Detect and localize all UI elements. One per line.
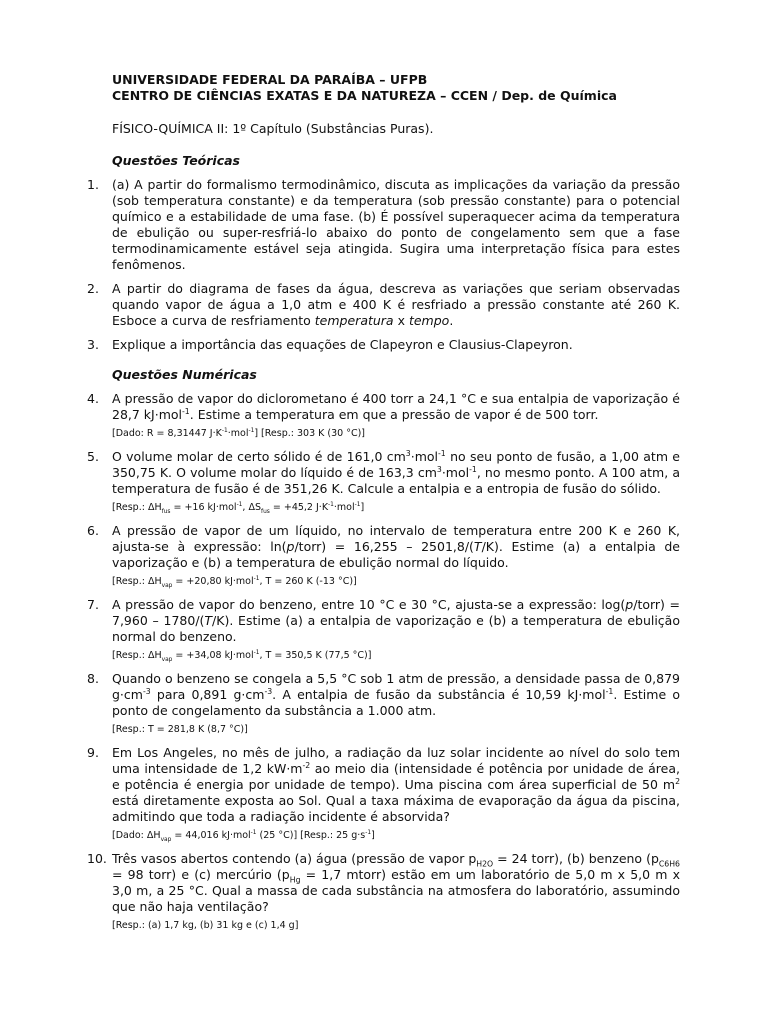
question-text: Em Los Angeles, no mês de julho, a radiação da luz solar incidente ao nível do solo tem uma intensidade de 1,2 $kW\cdot m^{-2}$ ao meio dia (intensidade é potência por unidade de área, e potência é energia por unidade de tempo). Uma piscina com área superficial de 50 $m^2$ está diretamente exposta ao Sol. Qual a taxa máxima de evaporação da água da piscina, admitindo que toda a radiação incidente é absorvida? <box>112 745 680 824</box>
question-text: O volume molar de certo sólido é de 161,0 $cm^3\cdot mol^{-1}$ no seu ponto de fusão, a 1,00 atm e 350,75 K. O volume molar do líquido é de 163,3 $cm^3\cdot mol^{-1}$, no mesmo ponto. A 100 atm, a temperatura de fusão é de 351,26 K. Calcule a entalpia e a entropia de fusão do sólido. <box>112 448 680 496</box>
question-item <box>87 177 680 273</box>
question-number: 3. <box>87 337 99 352</box>
answer-note: [Resp.: T = 281,8 K (8,7 °C)] <box>112 724 248 735</box>
question-number: 4. <box>87 391 99 406</box>
exam-sheet <box>87 72 680 941</box>
answer-note: [Dado: R = 8,31447 $J\cdot K^{-1}\cdot mol^{-1}$] [Resp.: 303 K (30 °C)] <box>112 427 366 439</box>
question-item <box>87 745 680 843</box>
question-text: A pressão de vapor do benzeno, entre 10 °C e 30 °C, ajusta-se a expressão: log(p/torr) = 7,960 – 1780/(T/K). Estime (a) a entalpia de vaporização e (b) a temperatura de ebulição normal do benzeno. <box>112 597 680 644</box>
question-item <box>87 337 680 353</box>
question-text: (a) A partir do formalismo termodinâmico, discuta as implicações da variação da pressão (sob temperatura constante) e da temperatura (sob pressão constante) para o potencial químico e a estabilidade de uma fase. (b) É possível superaquecer acima da temperatura de ebulição ou super-resfriá-lo abaixo do ponto de congelamento sem que a fase termodinamicamente estável seja atingida. Sugira uma interpretação física para estes fenômenos. <box>112 177 680 272</box>
department-title: CENTRO DE CIÊNCIAS EXATAS E DA NATUREZA – CCEN / Dep. de Química <box>112 88 617 103</box>
question-text: A pressão de vapor do diclorometano é 400 torr a 24,1 °C e sua entalpia de vaporização é 28,7 kJ·mol$^{-1}$. Estime a temperatura em que a pressão de vapor é de 500 torr. <box>112 391 680 422</box>
course-subject: FÍSICO-QUÍMICA II: 1º Capítulo (Substâncias Puras). <box>112 121 434 136</box>
question-item <box>87 597 680 663</box>
question-item <box>87 391 680 441</box>
question-item <box>87 851 680 933</box>
question-text: Três vasos abertos contendo (a) água (pressão de vapor $p_{H2O} = 24$ torr), (b) benzeno ($p_{C6H6} = 98$ torr) e (c) mercúrio ($p_{Hg} = 1,7$ mtorr) estão em um laboratório de 5,0 m x 5,0 m x 3,0 m, a 25 °C. Qual a massa de cada substância na atmosfera do laboratório, assumindo que não haja ventilação? <box>112 851 680 914</box>
question-text: Explique a importância das equações de Clapeyron e Clausius-Clapeyron. <box>112 337 573 352</box>
section-heading-numerical: Questões Numéricas <box>112 367 257 382</box>
question-text: Quando o benzeno se congela a 5,5 °C sob 1 atm de pressão, a densidade passa de 0,879 $g\cdot cm^{-3}$ para 0,891 $g\cdot cm^{-3}$. A entalpia de fusão da substância é 10,59 kJ·mol$^{-1}$. Estime o ponto de congelamento da substância a 1.000 atm. <box>112 671 680 718</box>
question-number: 9. <box>87 745 99 760</box>
question-item <box>87 523 680 589</box>
section-heading-theory: Questões Teóricas <box>112 153 240 168</box>
question-number: 8. <box>87 671 99 686</box>
question-text: A partir do diagrama de fases da água, descreva as variações que seriam observadas quando vapor de água a 1,0 atm e 400 K é resfriado a pressão constante até 260 K. Esboce a curva de resfriamento temperatura x tempo. <box>112 281 680 328</box>
question-number: 1. <box>87 177 99 192</box>
question-number: 6. <box>87 523 99 538</box>
question-text: A pressão de vapor de um líquido, no intervalo de temperatura entre 200 K e 260 K, ajusta-se à expressão: ln(p/torr) = 16,255 – 2501,8/(T/K). Estime (a) a entalpia de vaporização e (b) a temperatura de ebulição normal do líquido. <box>112 523 680 570</box>
answer-note: [Resp.: $\Delta H_{vap} = +34,08$ kJ·mol$^{-1}$, T = 350,5 K (77,5 °C)] <box>112 649 372 663</box>
answer-note: [Resp.: (a) 1,7 kg, (b) 31 kg e (c) 1,4 g] <box>112 920 299 931</box>
answer-note: [Resp.: $\Delta H_{fus} = +16$ kJ·mol$^{-1}$, $\Delta S_{fus} = +45,2$ $J\cdot K^{-1}\cdot mol^{-1}$] <box>112 501 365 515</box>
question-item <box>87 448 680 515</box>
answer-note: [Dado: $\Delta H_{vap} = 44,016$ kJ·mol$^{-1}$ (25 °C)] [Resp.: 25 $g\cdot s^{-1}$] <box>112 829 375 843</box>
question-number: 5. <box>87 449 99 464</box>
question-item <box>87 281 680 329</box>
question-number: 10. <box>87 851 107 866</box>
answer-note: [Resp.: $\Delta H_{vap} = +20,80$ kJ·mol$^{-1}$, T = 260 K (-13 °C)] <box>112 575 357 589</box>
question-number: 2. <box>87 281 99 296</box>
university-title: UNIVERSIDADE FEDERAL DA PARAÍBA – UFPB <box>112 72 428 87</box>
question-number: 7. <box>87 597 99 612</box>
question-item <box>87 671 680 737</box>
